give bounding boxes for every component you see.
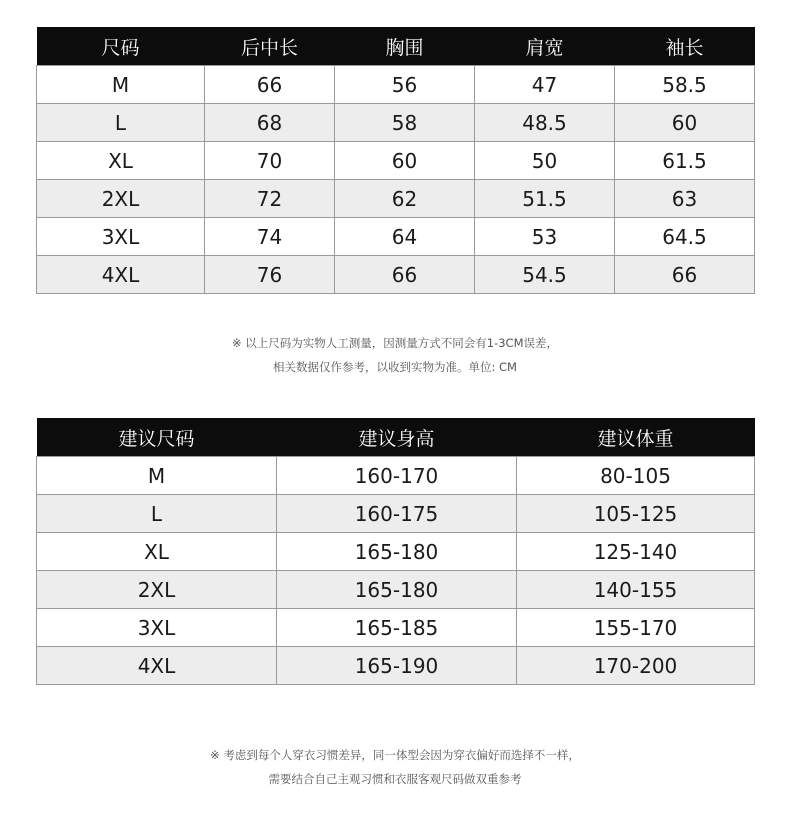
fit-advice-note [0,743,790,791]
cell: 60 [615,104,755,142]
note-line: ※ 考虑到每个人穿衣习惯差异，同一体型会因为穿衣偏好而选择不一样， [210,748,580,762]
header-size: 尺码 [37,27,205,66]
cell: 4XL [37,256,205,294]
cell: 66 [335,256,475,294]
cell: 64.5 [615,218,755,256]
cell: 64 [335,218,475,256]
cell: 155-170 [517,609,755,647]
cell: 74 [205,218,335,256]
cell: 48.5 [475,104,615,142]
cell: 60 [335,142,475,180]
cell: 47 [475,66,615,104]
cell: 160-175 [277,495,517,533]
cell: 58 [335,104,475,142]
cell: 72 [205,180,335,218]
header-recommended-height: 建议身高 [277,418,517,457]
cell: 61.5 [615,142,755,180]
cell: 4XL [37,647,277,685]
table-row [37,609,755,647]
header-recommended-weight: 建议体重 [517,418,755,457]
cell: 70 [205,142,335,180]
cell: 105-125 [517,495,755,533]
table-row [37,256,755,294]
cell: XL [37,142,205,180]
cell: L [37,495,277,533]
recommendation-table [36,418,755,685]
cell: 165-190 [277,647,517,685]
cell: M [37,457,277,495]
table-row [37,571,755,609]
cell: 2XL [37,571,277,609]
cell: XL [37,533,277,571]
note-line: ※ 以上尺码为实物人工测量，因测量方式不同会有1-3CM误差， [231,336,559,350]
header-back-length: 后中长 [205,27,335,66]
cell: 51.5 [475,180,615,218]
table-row [37,647,755,685]
header-shoulder: 肩宽 [475,27,615,66]
table-row [37,142,755,180]
table-row [37,180,755,218]
header-recommended-size: 建议尺码 [37,418,277,457]
cell: 53 [475,218,615,256]
table-row [37,104,755,142]
recommendation-table-header [37,418,755,457]
cell: 50 [475,142,615,180]
cell: 125-140 [517,533,755,571]
cell: 66 [615,256,755,294]
cell: 68 [205,104,335,142]
table-row [37,66,755,104]
cell: 165-180 [277,571,517,609]
header-sleeve: 袖长 [615,27,755,66]
table-row [37,533,755,571]
cell: 76 [205,256,335,294]
header-chest: 胸围 [335,27,475,66]
cell: 56 [335,66,475,104]
measurement-note [0,331,790,379]
cell: 3XL [37,609,277,647]
cell: 58.5 [615,66,755,104]
table-row [37,495,755,533]
cell: 54.5 [475,256,615,294]
cell: 165-180 [277,533,517,571]
cell: 165-185 [277,609,517,647]
table-row [37,218,755,256]
cell: 140-155 [517,571,755,609]
note-line: 需要结合自己主观习惯和衣服客观尺码做双重参考 [268,772,522,786]
cell: 2XL [37,180,205,218]
cell: M [37,66,205,104]
cell: 62 [335,180,475,218]
cell: 66 [205,66,335,104]
cell: 170-200 [517,647,755,685]
cell: 3XL [37,218,205,256]
size-table [36,27,755,294]
size-table-header [37,27,755,66]
note-line: 相关数据仅作参考，以收到实物为准。单位: CM [273,360,517,374]
cell: 63 [615,180,755,218]
table-row [37,457,755,495]
cell: 160-170 [277,457,517,495]
cell: 80-105 [517,457,755,495]
cell: L [37,104,205,142]
